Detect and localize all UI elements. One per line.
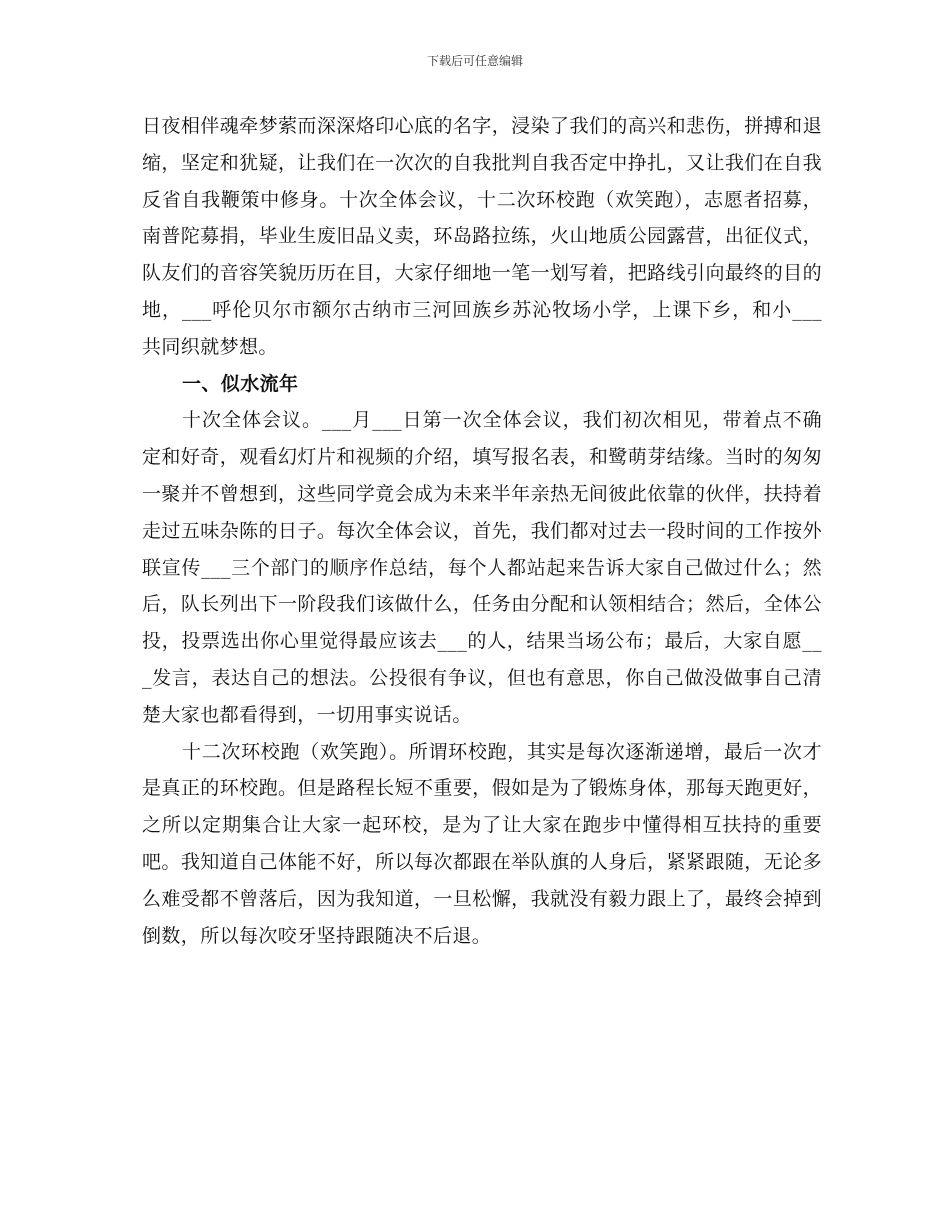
document-body — [142, 108, 822, 954]
page-header: 下载后可任意编辑 — [426, 54, 523, 68]
paragraph-campus-run: 十二次环校跑（欢笑跑）。所谓环校跑，其实是每次逐渐递增，最后一次才是真正的环校跑。但是路程长短不重要，假如是为了锻炼身体，那每天跑更好，之所以定期集合让大家一起环校，是为了让大家在跑步中懂得相互扶持的重要吧。我知道自己体能不好，所以每次都跟在举队旗的人身后，紧紧跟随，无论多么难受都不曾落后，因为我知道，一旦松懈，我就没有毅力跟上了，最终会掉到倒数，所以每次咬牙坚持跟随决不后退。 — [142, 740, 822, 947]
paragraph-meetings: 十次全体会议。___月___日第一次全体会议，我们初次相见，带着点不确定和好奇，观看幻灯片和视频的介绍，填写报名表，和鹭萌芽结缘。当时的匆匆一聚并不曾想到，这些同学竟会成为未来半年亲热无间彼此依靠的伙伴，扶持着走过五味杂陈的日子。每次全体会议，首先，我们都对过去一段时间的工作按外联宣传___三个部门的顺序作总结，每个人都站起来告诉大家自己做过什么；然后，队长列出下一阶段我们该做什么，任务由分配和认领相结合；然后，全体公投，投票选出你心里觉得最应该去___的人，结果当场公布；最后，大家自愿___发言，表达自己的想法。公投很有争议，但也有意思，你自己做没做事自己清楚大家也都看得到，一切用事实说话。 — [142, 409, 822, 726]
paragraph-intro: 日夜相伴魂牵梦萦而深深烙印心底的名字，浸染了我们的高兴和悲伤，拼搏和退缩，坚定和犹疑，让我们在一次次的自我批判自我否定中挣扎，又让我们在自我反省自我鞭策中修身。十次全体会议，十二次环校跑（欢笑跑），志愿者招募，南普陀募捐，毕业生废旧品义卖，环岛路拉练，火山地质公园露营，出征仪式，队友们的音容笑貌历历在目，大家仔细地一笔一划写着，把路线引向最终的目的地，___呼伦贝尔市额尔古纳市三河回族乡苏沁牧场小学，上课下乡，和小___共同织就梦想。 — [142, 115, 822, 358]
section-heading: 一、似水流年 — [182, 372, 299, 395]
